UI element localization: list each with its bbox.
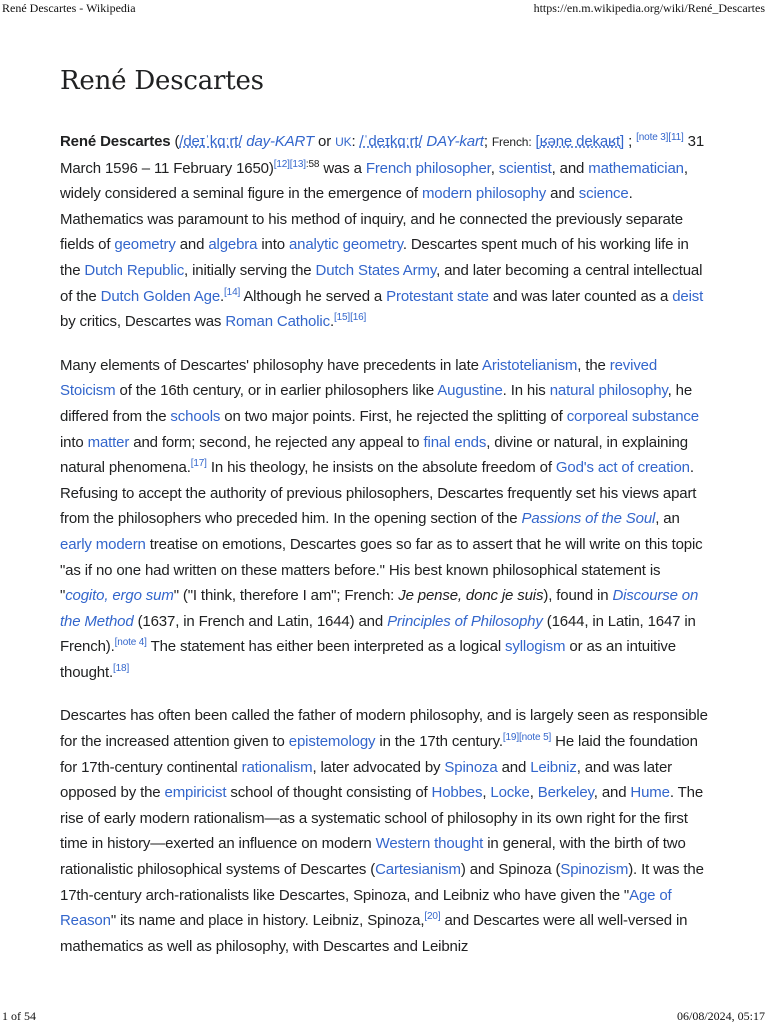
text: . Refusing to accept the authority of previous philosophers, Descartes frequently set his views apart from the philosophers who preceded him. In the opening section of the [60,459,697,528]
ipa-link-3[interactable]: [ʁəne dekaʁt] [535,133,625,150]
link-schools[interactable]: schools [170,407,221,425]
citation-15[interactable]: [15] [333,312,351,324]
print-header-url: https://en.m.wikipedia.org/wiki/René_Descartes [533,1,765,15]
french-label: French: [491,135,532,149]
text: , [490,159,499,177]
text: and was later counted as a [488,287,673,305]
ipa-link-2[interactable]: /ˈdeɪkɑːrt/ [359,133,423,150]
link-hume[interactable]: Hume [630,784,670,802]
text: . Descartes spent much of his working life in the [60,236,689,279]
link-scientist[interactable]: scientist [498,159,552,177]
link-syllogism[interactable]: syllogism [505,638,566,656]
paragraph-1 [60,129,710,335]
link-corporeal-substance[interactable]: corporeal substance [566,407,699,425]
text: . Mathematics was paramount to his method of inquiry, and he connected the previously separate fields of [60,185,683,254]
text: " its name and place in history. Leibniz, Spinoza, [110,912,425,930]
text: Many elements of Descartes' philosophy have precedents in late [60,356,482,374]
text: , and [593,784,631,802]
text: , the [577,356,610,374]
text: and [175,236,209,254]
text: ). It was the 17th-century arch-rationalists like Descartes, Spinoza, and Leibniz who have given the " [60,861,704,904]
text: , later advocated by [312,758,445,776]
link-natural-philosophy[interactable]: natural philosophy [549,382,668,400]
link-discourse-on-the-method[interactable]: Discourse on the Method [60,587,699,630]
text: , widely considered a seminal figure in the emergence of [60,159,688,203]
link-locke[interactable]: Locke [490,784,530,802]
print-header-title: René Descartes - Wikipedia [2,1,136,15]
link-western-thought[interactable]: Western thought [375,835,484,853]
text: , and was later opposed by the [60,758,672,802]
citation-12[interactable]: [12] [273,158,290,170]
link-modern-philosophy[interactable]: modern philosophy [421,185,547,203]
text: , and later becoming a central intellectual of the [60,261,703,305]
text: in general, with the birth of two rationalistic philosophical systems of Descartes ( [60,835,686,879]
text: and Descartes were all well-versed in mathematics as well as philosophy, with Descartes and Leibniz [60,912,688,955]
page-ref: :58 [305,158,320,170]
text: ; [483,133,492,150]
text: or as an intuitive thought. [60,638,676,681]
text: by critics, Descartes was [60,313,226,331]
link-passions-of-the-soul[interactable]: Passions of the Soul [521,510,656,528]
citation-note-4[interactable]: [note 4] [114,637,147,649]
citation-11[interactable]: [11] [668,132,684,143]
uk-link[interactable]: UK [335,135,352,149]
link-leibniz[interactable]: Leibniz [530,758,577,776]
text: . The rise of early modern rationalism—as a systematic school of philosophy in its own right for the first time in history—exerted an influence on modern [60,784,704,853]
citation-14[interactable]: [14] [224,286,241,298]
text: into [60,433,88,451]
text: : [351,133,360,150]
link-augustine[interactable]: Augustine [437,382,503,400]
text: ) and Spinoza ( [460,861,561,879]
link-final-ends[interactable]: final ends [423,433,487,451]
page-title: René Descartes [60,66,264,96]
link-french-philosopher[interactable]: French philosopher [365,159,491,177]
link-roman-catholic[interactable]: Roman Catholic [225,313,330,331]
link-hobbes[interactable]: Hobbes [431,784,483,802]
link-rationalism[interactable]: rationalism [241,758,313,776]
text: into [257,236,289,254]
citation-13[interactable]: [13] [289,158,306,170]
print-header [0,0,768,16]
paragraph-2 [60,353,710,686]
citation-19[interactable]: [19] [502,732,519,744]
article-content [60,66,710,977]
link-spinozism[interactable]: Spinozism [560,861,629,879]
text: and [546,185,579,203]
text: on two major points. First, he rejected the splitting of [220,407,567,425]
link-dutch-states-army[interactable]: Dutch States Army [315,261,437,279]
text: In his theology, he insists on the absolute freedom of [206,459,556,477]
text: and form; second, he rejected any appeal to [129,433,424,451]
link-mathematician[interactable]: mathematician [588,159,684,177]
link-empiricist[interactable]: empiricist [164,784,227,802]
text: He laid the foundation for 17th-century continental [60,733,698,776]
print-datetime: 06/08/2024, 05:17 [676,1009,765,1023]
text: ; [624,133,637,150]
citation-note-5[interactable]: [note 5] [518,732,552,744]
text: ( [170,133,180,150]
respelling-link-1[interactable]: day-KART [246,133,314,150]
citation-16[interactable]: [16] [350,312,367,324]
link-deist[interactable]: deist [672,287,704,305]
text: was a [319,159,366,177]
page-counter: 1 of 54 [2,1009,36,1023]
link-matter[interactable]: matter [87,433,130,451]
ipa-link-1[interactable]: /deɪˈkɑːrt/ [179,133,243,150]
link-cogito-ergo-sum[interactable]: cogito, ergo sum [65,587,174,605]
link-principles-of-philosophy[interactable]: Principles of Philosophy [387,612,543,630]
text: of the 16th century, or in earlier philosophers like [115,382,438,400]
citation-17[interactable]: [17] [190,458,207,470]
link-spinoza[interactable]: Spinoza [444,758,498,776]
link-age-of-reason[interactable]: Age of Reason [60,886,672,930]
subject-name: René Descartes [60,133,171,150]
link-berkeley[interactable]: Berkeley [537,784,594,802]
text: in the 17th century. [375,733,503,751]
link-dutch-republic[interactable]: Dutch Republic [84,261,185,279]
text: or [313,133,336,150]
print-footer [0,1008,768,1024]
text: (1637, in French and Latin, 1644) and [133,612,388,630]
citation-note-3[interactable]: [note 3] [636,132,669,143]
text: 31 March 1596 – 11 February 1650) [60,133,705,177]
link-science[interactable]: science [578,185,629,203]
text: treatise on emotions, Descartes goes so far as to assert that he will write on this topic "as if no one had written on these matters before." His best known philosophical statement is " [60,535,703,605]
text: ), found in [543,587,613,605]
text: , an [655,510,680,528]
text: , [529,784,538,802]
text: . In his [502,382,550,400]
text: . [220,287,225,305]
link-cartesianism[interactable]: Cartesianism [375,861,461,879]
citation-18[interactable]: [18] [113,662,130,674]
text: , initially serving the [184,261,316,279]
text: Descartes has often been called the father of modern philosophy, and is largely seen as responsible for the increased attention given to [60,707,708,751]
link-protestant-state[interactable]: Protestant state [386,287,489,305]
text: and [497,758,531,776]
link-analytic-geometry[interactable]: analytic geometry [288,236,403,254]
text: . [329,313,334,331]
respelling-link-2[interactable]: DAY-kart [426,133,484,150]
text: The statement has either been interpreted as a logical [146,638,506,656]
je-pense-text: Je pense, donc je suis [398,587,544,605]
text: (1644, in Latin, 1647 in French). [60,612,696,656]
text: " ("I think, therefore I am"; French: [173,587,399,605]
text: , and [551,159,589,177]
link-geometry[interactable]: geometry [114,236,176,254]
link-gods-act-of-creation[interactable]: God's act of creation [555,459,690,477]
link-dutch-golden-age[interactable]: Dutch Golden Age [100,287,221,305]
link-aristotelianism[interactable]: Aristotelianism [482,356,578,374]
paragraph-3 [60,703,710,959]
citation-20[interactable]: [20] [424,911,441,923]
link-early-modern[interactable]: early modern [60,535,146,553]
link-algebra[interactable]: algebra [208,236,258,254]
link-revived-stoicism[interactable]: revived Stoicism [60,356,658,400]
text: , [482,784,491,802]
link-epistemology[interactable]: epistemology [288,733,376,751]
text: , he differed from the [60,382,693,425]
text: Although he served a [240,287,387,305]
text: , divine or natural, in explaining natural phenomena. [60,433,688,477]
text: school of thought consisting of [226,784,432,802]
